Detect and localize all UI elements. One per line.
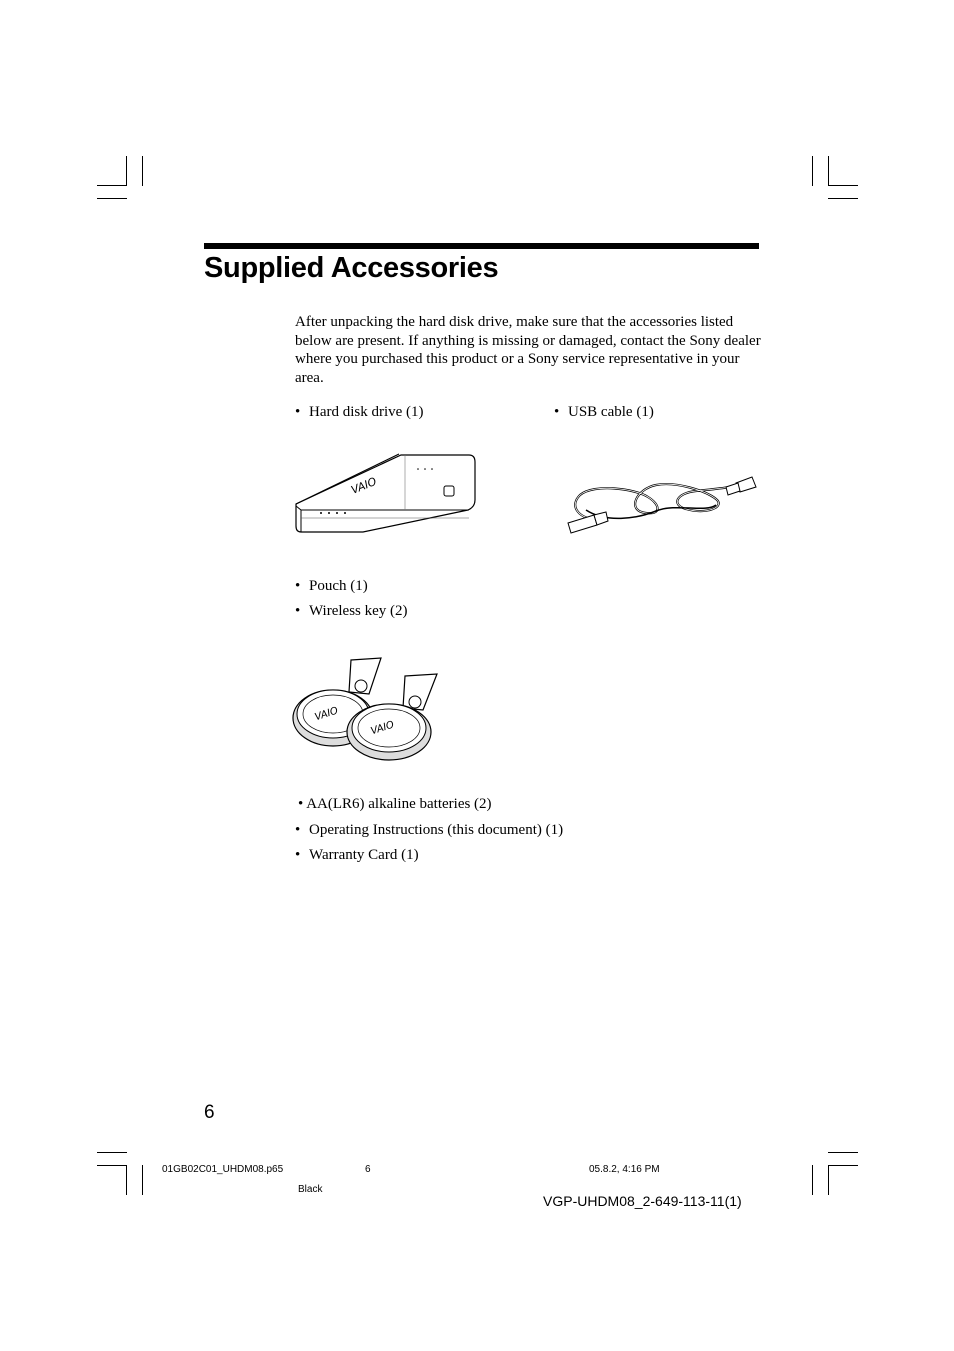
crop-mark [142,156,143,186]
crop-mark [97,1165,127,1166]
list-item-batteries [298,795,492,813]
item-label: Warranty Card (1) [309,847,419,863]
footer-color: Black [298,1184,323,1195]
list-item-warranty-card [295,846,419,864]
bullet: • [298,796,304,812]
svg-text:VAIO: VAIO [349,474,379,497]
intro-paragraph: After unpacking the hard disk drive, make sure that the accessories listed below are present. If anything is missing or damaged, contact the Sony dealer where you purchased this product or a Sony service representative in your area. [295,314,761,386]
footer-model: VGP-UHDM08_2-649-113-11(1) [543,1193,742,1209]
page-number: 6 [204,1102,215,1123]
item-label: Operating Instructions (this document) (1) [309,822,564,838]
crop-mark [97,1152,127,1153]
item-label: AA(LR6) alkaline batteries (2) [306,796,492,812]
item-label: Hard disk drive (1) [309,404,424,420]
crop-mark [142,1165,143,1195]
crop-mark [828,185,858,186]
crop-mark [97,198,127,199]
footer-file-name: 01GB02C01_UHDM08.p65 [162,1164,284,1175]
list-item-hard-disk-drive [295,403,424,421]
crop-mark [812,156,813,186]
bullet: • [295,578,301,594]
item-label: Pouch (1) [309,578,368,594]
wireless-key-illustration [293,656,443,762]
crop-mark [812,1165,813,1195]
crop-mark [828,1165,829,1195]
item-label: USB cable (1) [568,404,654,420]
crop-mark [126,1165,127,1195]
bullet: • [554,404,560,420]
bullet: • [295,822,301,838]
svg-text:VAIO: VAIO [313,705,340,724]
crop-mark [828,198,858,199]
list-item-pouch [295,577,368,595]
crop-mark [126,156,127,186]
svg-text:VAIO: VAIO [369,719,396,738]
crop-mark [97,185,127,186]
heading-rule [204,243,759,249]
bullet: • [295,847,301,863]
list-item-wireless-key [295,602,408,620]
footer-file-page: 6 [365,1164,371,1175]
hard-disk-drive-illustration [293,452,477,534]
list-item-operating-instructions [295,821,563,839]
bullet: • [295,404,301,420]
list-item-usb-cable [554,403,654,421]
bullet: • [295,603,301,619]
crop-mark [828,1152,858,1153]
crop-mark [828,156,829,186]
footer-timestamp: 05.8.2, 4:16 PM [589,1164,660,1175]
usb-cable-illustration [566,475,758,537]
crop-mark [828,1165,858,1166]
page-title: Supplied Accessories [204,252,499,284]
item-label: Wireless key (2) [309,603,408,619]
